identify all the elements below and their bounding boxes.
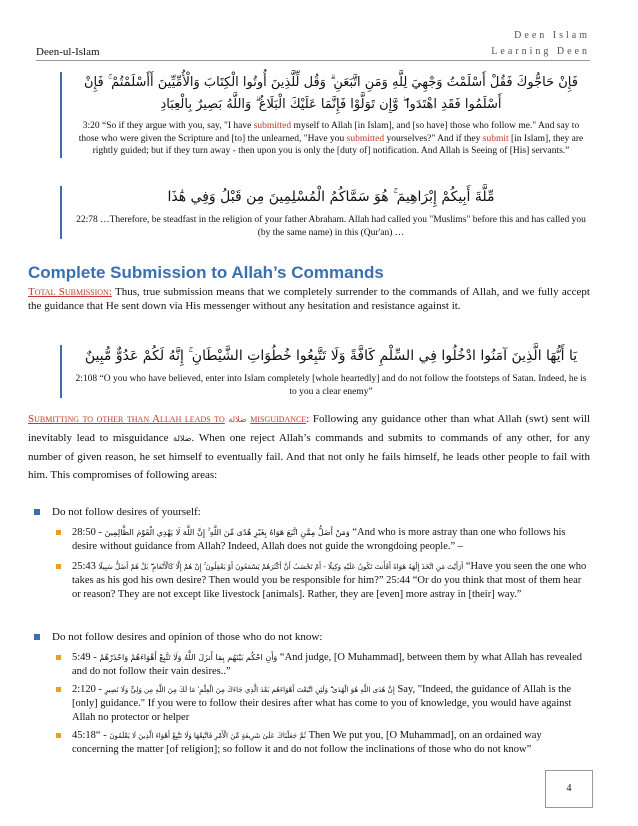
verse-3-20 [60, 72, 590, 158]
bullet-square [34, 509, 40, 515]
sub-bullet-square [56, 687, 61, 692]
trans-part: [in Islam], they are rightly guided; but if they turn away - then upon you is only the [duty of] notification. And Allah is Seeing of [His] servants.” [92, 133, 584, 156]
submitting-label-a: Submitting to other than Allah leads to [28, 413, 225, 425]
verse-arabic-inline: وَمَنْ أَضَلُّ مِمَّنِ اتَّبَعَ هَوَاهُ بِغَيْرِ هُدًى مِّنَ اللَّهِ ۚ إِنَّ اللَّهَ لَا يَهْدِي الْقَوْمَ الظَّالِمِينَ [104, 528, 350, 537]
total-submission-label: Total Submission: [28, 286, 112, 298]
sub-bullet-text: “Have you seen the one who takes as his god his own desire? Then would you be responsible for him?” 25:44 “Or do you think that most of them hear or reason? They are not except like livestock [animals]. Rather, they are [even] more astray in [their] way.” [72, 561, 587, 600]
sub-bullet-2-120 [72, 683, 590, 725]
submit-word: submit [482, 133, 509, 144]
header-right [491, 28, 590, 60]
submitting-text1: : Following any guidance other than what Allah (swt) sent will inevitably lead to misguidance [28, 413, 591, 444]
bullet-square [34, 634, 40, 640]
bullet-text: Do not follow desires of yourself: [52, 506, 201, 518]
misguidance-arabic: ضلالة [228, 415, 247, 424]
trans-part: 3:20 “So if they argue with you, say, "I have [82, 121, 252, 131]
sub-bullet-square [56, 655, 61, 660]
sub-bullet-text: - 2:120 Say, "Indeed, the guidance of Allah is the [only] guidance." If you were to follow their desires after what has come to you of knowledge, you would have against Allah no protector or helper [72, 684, 572, 723]
page-number: 4 [545, 770, 593, 808]
header-rule [36, 60, 590, 61]
verse-arabic-inline: ثُمَّ جَعَلْنَاكَ عَلَىٰ شَرِيعَةٍ مِّنَ الْأَمْرِ فَاتَّبِعْهَا وَلَا تَتَّبِعْ أَهْوَاءَ الَّذِينَ لَا يَعْلَمُونَ [109, 732, 306, 740]
submitting-label-b: misguidance [250, 413, 307, 425]
misguidance-arabic-2: ضلالة [173, 434, 192, 443]
submitted-word: submitted [253, 121, 292, 131]
sub-bullet-text: - 28:50 “And who is more astray than one who follows his desire without guidance from Allah? Indeed, Allah does not guide the wrongdoing people.” – [72, 527, 566, 552]
verse-arabic-inline: إِنَّ هُدَى اللَّهِ هُوَ الْهُدَىٰ ۗ وَلَئِنِ اتَّبَعْتَ أَهْوَاءَهُم بَعْدَ الَّذِي جَاءَكَ مِنَ الْعِلْمِ ۙ مَا لَكَ مِنَ اللَّهِ مِن وَلِيٍّ وَلَا نَصِيرٍ [104, 686, 395, 694]
submitting-paragraph [28, 410, 590, 484]
sub-bullet-square [56, 733, 61, 738]
verse-22-78 [60, 186, 590, 239]
sub-bullet-45-18 [72, 729, 590, 757]
verse-translation [72, 120, 590, 158]
verse-2-108 [60, 345, 590, 398]
total-submission-paragraph [28, 285, 590, 313]
verse-arabic: يَا أَيُّهَا الَّذِينَ آمَنُوا ادْخُلُوا فِي السِّلْمِ كَافَّةً وَلَا تَتَّبِعُوا خُطُوَاتِ الشَّيْطَانِ ۚ إِنَّهُ لَكُمْ عَدُوٌّ مُّبِينٌ [84, 348, 578, 364]
header-right-line1: Deen Islam [514, 30, 590, 41]
verse-arabic: مِّلَّةَ أَبِيكُمْ إِبْرَاهِيمَ ۚ هُوَ سَمَّاكُمُ الْمُسْلِمِينَ مِن قَبْلُ وَفِي هَٰذَا [167, 189, 495, 205]
submitting-text2: . When one reject Allah’s commands and submits to commands of any other, for any number of given reason, he set himself to eventually fail. And that not only he fails himself, he leads other people to fail with him. This compromises of following areas: [28, 432, 590, 481]
sub-bullet-text: - “45:18 Then We put you, [O Muhammad], on an ordained way concerning the matter [of religion]; so follow it and do not follow the inclinations of those who do not know” [72, 730, 542, 755]
trans-part: myself to Allah [in Islam], and [so have] those who follow me." And say to those who were given the Scripture and [to] the unlearned, "Have you [78, 121, 580, 144]
sub-bullet-25-43 [72, 560, 590, 602]
header-left: Deen-ul-Islam [36, 46, 100, 58]
sub-bullet-square [56, 564, 61, 569]
verse-arabic: فَإِنْ حَاجُّوكَ فَقُلْ أَسْلَمْتُ وَجْهِيَ لِلَّهِ وَمَنِ اتَّبَعَنِ ۗ وَقُل لِّلَّذِينَ أُوتُوا الْكِتَابَ وَالْأُمِّيِّينَ أَأَسْلَمْتُمْ ۚ فَإِنْ أَسْلَمُوا فَقَدِ اهْتَدَوا ۖ وَّإِن تَوَلَّوْا فَإِنَّمَا عَلَيْكَ الْبَلَاغُ ۗ وَاللَّهُ بَصِيرٌ بِالْعِبَادِ [84, 75, 578, 112]
sub-bullet-28-50 [72, 526, 590, 554]
sub-bullet-square [56, 530, 61, 535]
bullet-desires-others [34, 630, 590, 644]
verse-arabic-inline: أَرَأَيْتَ مَنِ اتَّخَذَ إِلَٰهَهُ هَوَاهُ أَفَأَنتَ تَكُونُ عَلَيْهِ وَكِيلًا - أَمْ تَحْسَبُ أَنَّ أَكْثَرَهُمْ يَسْمَعُونَ أَوْ يَعْقِلُونَ ۚ إِنْ هُمْ إِلَّا كَالْأَنْعَامِ ۖ بَلْ هُمْ أَضَلُّ سَبِيلًا [98, 563, 464, 571]
bullet-text: Do not follow desires and opinion of those who do not know: [52, 631, 323, 643]
verse-arabic-inline: وَأَنِ احْكُم بَيْنَهُم بِمَا أَنزَلَ اللَّهُ وَلَا تَتَّبِعْ أَهْوَاءَهُمْ وَاحْذَرْهُمْ [99, 653, 278, 662]
section-heading: Complete Submission to Allah’s Commands [28, 263, 384, 282]
total-submission-text: Thus, true submission means that we completely surrender to the commands of Allah, and we fully accept the guidance that He sent down via His messenger without any hesitation and resistance against it. [28, 286, 590, 312]
verse-translation: 22:78 …Therefore, be steadfast in the religion of your father Abraham. Allah had called you "Muslims" before this and has called you (by the same name) in this (Qur'an) … [76, 215, 586, 238]
submitted-word: submitted [346, 133, 385, 144]
header-right-line2: Learning Deen [491, 46, 590, 57]
trans-part: yourselves?" And if they [386, 133, 481, 144]
sub-bullet-5-49 [72, 651, 590, 679]
sub-bullet-text: - 5:49 “And judge, [O Muhammad], between them by what Allah has revealed and do not follow their vain desires..” [72, 652, 582, 677]
bullet-desires-self [34, 505, 590, 519]
verse-ref: 25:43 [72, 561, 96, 572]
verse-translation: 2:108 “O you who have believed, enter into Islam completely [whole heartedly] and do not follow the footsteps of Satan. Indeed, he is to you a clear enemy” [75, 374, 587, 397]
